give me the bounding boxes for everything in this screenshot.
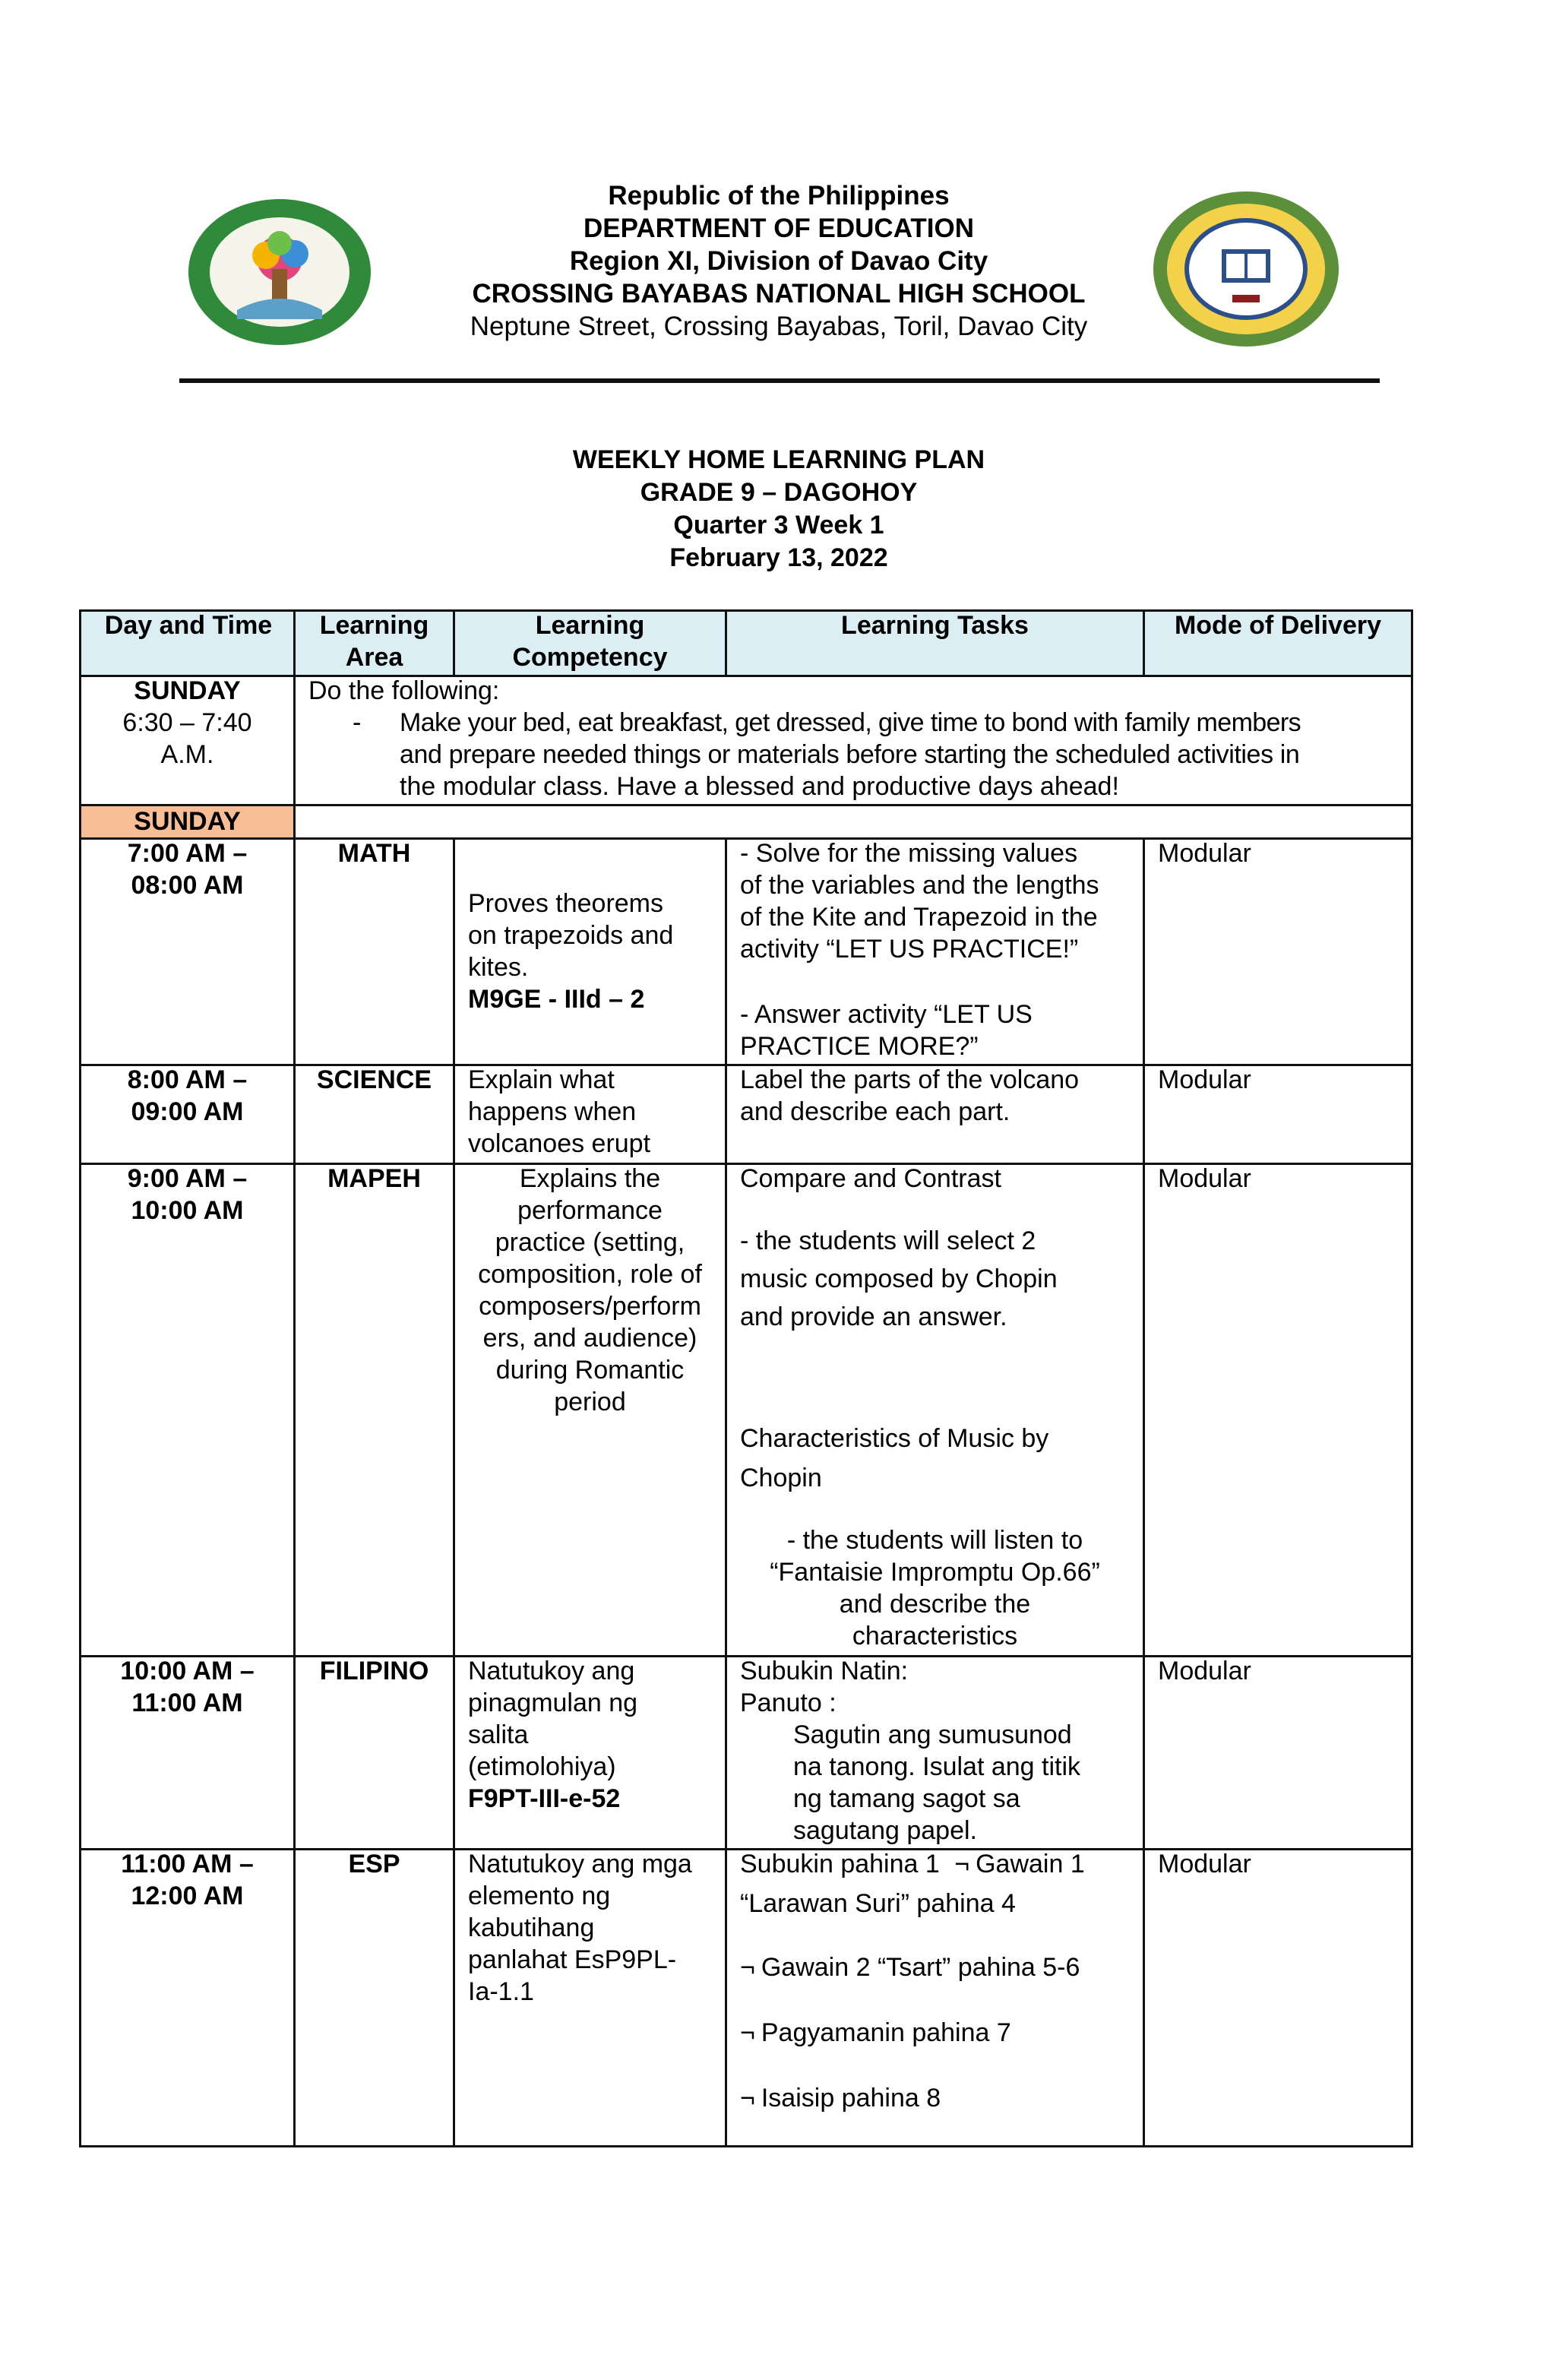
intro-lead: Do the following: <box>308 676 500 705</box>
row-competency-line: on trapezoids and <box>468 921 674 950</box>
row-time: 11:00 AM <box>131 1688 243 1717</box>
negation-bullet-icon: ¬ <box>740 2084 755 2113</box>
row-time: 08:00 AM <box>131 871 244 900</box>
row-competency-line: elemento ng <box>468 1882 611 1910</box>
header-divider <box>179 378 1380 383</box>
header-school-name: CROSSING BAYABAS NATIONAL HIGH SCHOOL <box>472 279 1086 309</box>
row-mode: Modular <box>1158 1065 1251 1094</box>
row-task-text: Gawain 1 <box>976 1850 1085 1878</box>
row-competency-code: M9GE - IIId – 2 <box>468 985 645 1014</box>
row-task-line: sagutang papel. <box>793 1816 977 1845</box>
row-task-text: Pagyamanin pahina 7 <box>761 2018 1011 2047</box>
row-task-text: Isaisip pahina 8 <box>761 2084 941 2113</box>
row-task-line: Panuto : <box>740 1688 837 1717</box>
row-area: ESP <box>348 1850 400 1878</box>
row-competency-line: period <box>554 1388 626 1416</box>
row-task-line: Subukin Natin: <box>740 1657 909 1685</box>
row-competency-line: kites. <box>468 953 529 982</box>
header-department: DEPARTMENT OF EDUCATION <box>584 214 974 243</box>
col-header-mode: Mode of Delivery <box>1174 611 1382 640</box>
plan-grade: GRADE 9 – DAGOHOY <box>640 478 918 507</box>
row-competency-line: practice (setting, <box>495 1228 685 1257</box>
plan-date: February 13, 2022 <box>669 543 888 572</box>
row-time: 10:00 AM – <box>120 1657 255 1685</box>
row-task-line: PRACTICE MORE?” <box>740 1032 979 1061</box>
row-competency-line: performance <box>517 1196 663 1225</box>
row-competency-line: (etimolohiya) <box>468 1752 616 1781</box>
row-area: MATH <box>337 839 411 868</box>
row-task-line: Characteristics of Music by <box>740 1424 1049 1453</box>
col-header-day-time: Day and Time <box>104 611 273 640</box>
intro-time-line1: 6:30 – 7:40 <box>122 708 252 737</box>
row-area: MAPEH <box>327 1164 421 1193</box>
row-time: 12:00 AM <box>131 1882 244 1910</box>
row-task-line <box>740 2082 941 2114</box>
intro-time-line2: A.M. <box>160 740 214 769</box>
plan-title: WEEKLY HOME LEARNING PLAN <box>572 445 985 474</box>
row-task-line: - Answer activity “LET US <box>740 1000 1033 1029</box>
row-task-line: - the students will listen to <box>786 1526 1083 1555</box>
row-competency-line: Explain what <box>468 1065 615 1094</box>
row-mode: Modular <box>1158 1850 1251 1878</box>
col-header-competency-line1: Learning <box>535 611 645 640</box>
row-area: FILIPINO <box>319 1657 429 1685</box>
row-task-line <box>740 1951 1080 1983</box>
negation-bullet-icon: ¬ <box>954 1850 970 1878</box>
row-task-line: Compare and Contrast <box>740 1164 1001 1193</box>
row-competency-line: Proves theorems <box>468 889 663 918</box>
row-task-line: of the variables and the lengths <box>740 871 1099 900</box>
header-address: Neptune Street, Crossing Bayabas, Toril, Davao City <box>470 312 1088 341</box>
row-task-line: of the Kite and Trapezoid in the <box>740 903 1098 932</box>
row-mode: Modular <box>1158 1657 1251 1685</box>
row-competency-line: composers/perform <box>479 1292 701 1321</box>
col-header-competency-line2: Competency <box>512 643 668 672</box>
row-competency-line: pinagmulan ng <box>468 1688 638 1717</box>
intro-line: and prepare needed things or materials before starting the scheduled activities in <box>400 740 1300 769</box>
row-time: 10:00 AM <box>131 1196 244 1225</box>
sunday-label: SUNDAY <box>134 807 241 836</box>
row-competency-line: ers, and audience) <box>482 1324 697 1353</box>
intro-line: Make your bed, eat breakfast, get dressed, give time to bond with family members <box>400 708 1301 737</box>
school-seal-logo <box>1149 188 1343 350</box>
davao-division-logo <box>184 196 375 348</box>
plan-quarter: Quarter 3 Week 1 <box>673 511 884 540</box>
row-task-line: na tanong. Isulat ang titik <box>793 1752 1081 1781</box>
row-time: 09:00 AM <box>131 1097 244 1126</box>
row-task-line: Sagutin ang sumusunod <box>793 1720 1072 1749</box>
row-competency-line: during Romantic <box>495 1356 685 1385</box>
col-header-tasks: Learning Tasks <box>841 611 1029 640</box>
row-time: 9:00 AM – <box>127 1164 248 1193</box>
col-header-area-line2: Area <box>345 643 403 672</box>
row-mode: Modular <box>1158 1164 1251 1193</box>
row-competency-code: F9PT-III-e-52 <box>468 1784 621 1813</box>
row-task-line: ng tamang sagot sa <box>793 1784 1020 1813</box>
row-time: 11:00 AM – <box>121 1850 254 1878</box>
col-header-area-line1: Learning <box>319 611 429 640</box>
row-competency-line: kabutihang <box>468 1913 595 1942</box>
intro-day: SUNDAY <box>134 676 241 705</box>
row-task-line <box>740 1848 1085 1880</box>
row-area: SCIENCE <box>316 1065 432 1094</box>
row-competency-line: volcanoes erupt <box>468 1129 651 1158</box>
row-competency-line: composition, role of <box>478 1260 702 1289</box>
row-time: 7:00 AM – <box>127 839 248 868</box>
row-task-line: “Larawan Suri” pahina 4 <box>740 1889 1016 1918</box>
row-competency-line: panlahat EsP9PL- <box>468 1945 677 1974</box>
row-task-line: - the students will select 2 <box>740 1226 1036 1255</box>
negation-bullet-icon: ¬ <box>740 1953 755 1982</box>
learning-plan-table <box>79 609 1413 2147</box>
row-task-line: characteristics <box>852 1622 1018 1650</box>
row-task-line: activity “LET US PRACTICE!” <box>740 935 1079 964</box>
intro-dash: - <box>353 708 362 737</box>
row-task-line: music composed by Chopin <box>740 1264 1058 1293</box>
row-competency-line: Explains the <box>519 1164 661 1193</box>
header-region: Region XI, Division of Davao City <box>569 246 988 276</box>
negation-bullet-icon: ¬ <box>740 2018 755 2047</box>
row-task-text: Gawain 2 “Tsart” pahina 5-6 <box>761 1953 1080 1982</box>
row-competency-line: happens when <box>468 1097 637 1126</box>
header-republic: Republic of the Philippines <box>608 181 950 210</box>
row-competency-line: Natutukoy ang <box>468 1657 635 1685</box>
row-competency-line: salita <box>468 1720 529 1749</box>
row-task-line: Label the parts of the volcano <box>740 1065 1080 1094</box>
row-competency-line: Ia-1.1 <box>468 1977 534 2006</box>
intro-line: the modular class. Have a blessed and productive days ahead! <box>400 772 1119 801</box>
row-mode: Modular <box>1158 839 1251 868</box>
row-task-line <box>740 2017 1011 2049</box>
row-task-line: “Fantaisie Impromptu Op.66” <box>770 1558 1100 1587</box>
row-task-line: - Solve for the missing values <box>740 839 1078 868</box>
row-task-line: and describe each part. <box>740 1097 1010 1126</box>
row-time: 8:00 AM – <box>127 1065 248 1094</box>
row-task-line: Chopin <box>740 1464 822 1492</box>
row-task-text: Subukin pahina 1 <box>740 1850 940 1878</box>
row-competency-line: Natutukoy ang mga <box>468 1850 692 1878</box>
row-task-line: and provide an answer. <box>740 1302 1007 1331</box>
row-task-line: and describe the <box>839 1590 1031 1619</box>
